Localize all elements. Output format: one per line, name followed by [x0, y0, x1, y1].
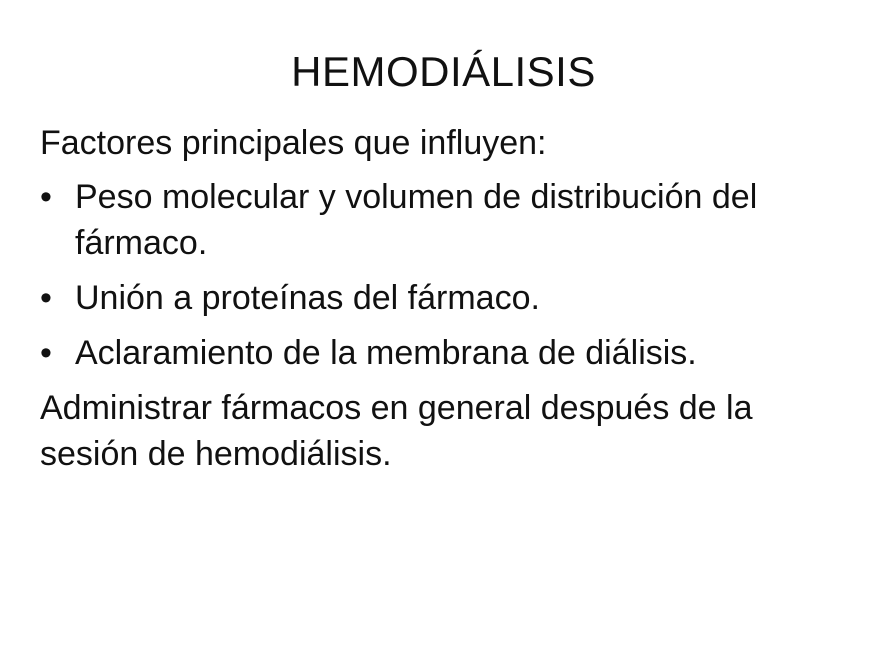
bullet-icon: • [40, 334, 52, 372]
bullet-text: Unión a proteínas del fármaco. [75, 279, 540, 317]
bullet-item [40, 275, 840, 321]
bullet-icon: • [40, 279, 52, 317]
bullet-icon: • [40, 178, 52, 216]
slide-title: HEMODIÁLISIS [291, 48, 596, 95]
bullet-list [40, 174, 840, 376]
bullet-item [40, 330, 840, 376]
closing-text: Administrar fármacos en general después de la sesión de hemodiálisis. [40, 389, 753, 473]
bullet-item [40, 174, 840, 266]
bullet-text: Aclaramiento de la membrana de diálisis. [75, 334, 697, 372]
slide-content [40, 120, 840, 485]
bullet-text: Peso molecular y volumen de distribución del fármaco. [75, 178, 758, 262]
intro-text: Factores principales que influyen: [40, 124, 547, 162]
